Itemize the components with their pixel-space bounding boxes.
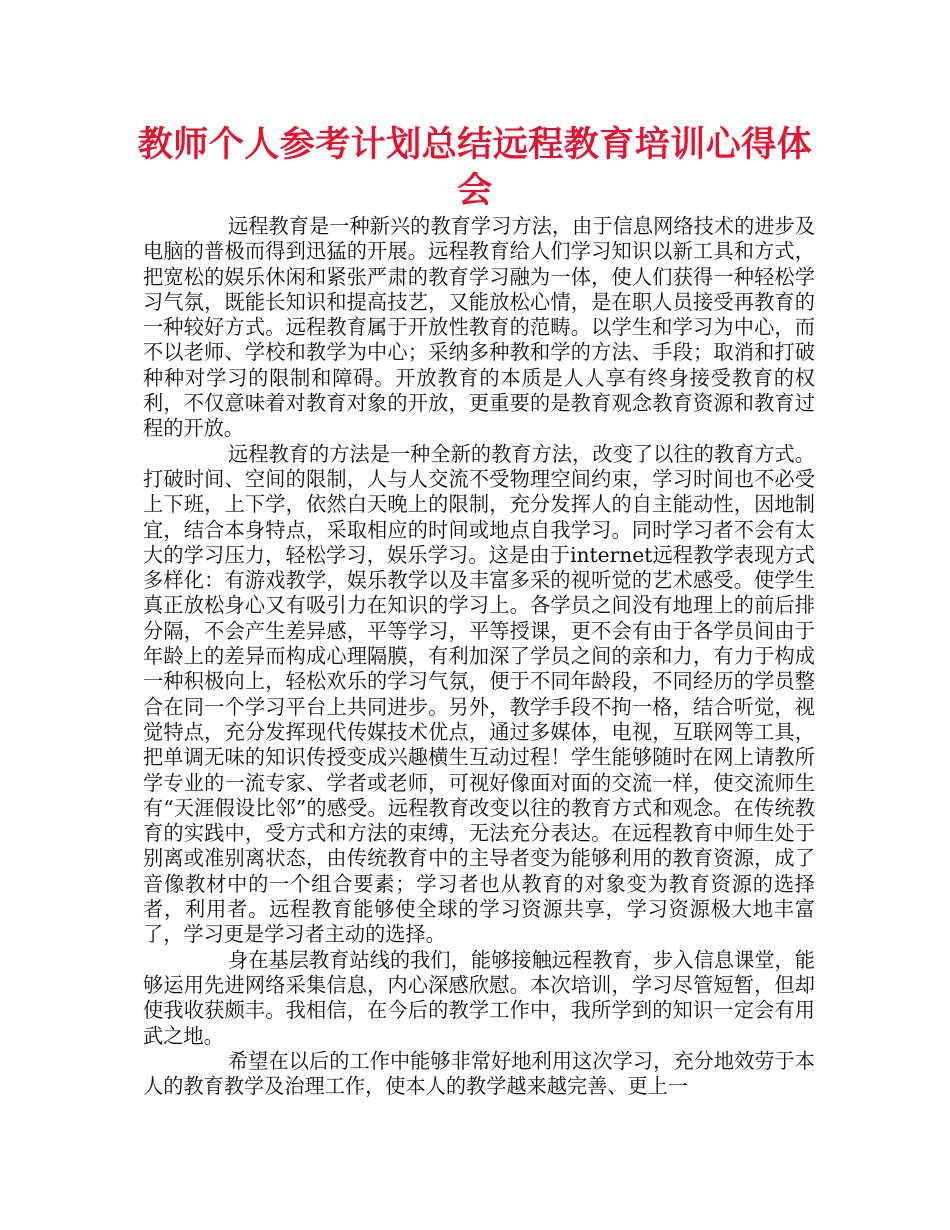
- page-title: 教师个人参考计划总结远程教育培训心得体会: [137, 125, 813, 211]
- paragraph-4: 希望在以后的工作中能够非常好地利用这次学习，充分地效劳于本人的教育教学及治理工作，使本人的教学越来越完善、更上一: [143, 1048, 815, 1099]
- paragraph-1: 远程教育是一种新兴的教育学习方法，由于信息网络技术的进步及电脑的普极而得到迅猛的开展。远程教育给人们学习知识以新工具和方式，把宽松的娱乐休闲和紧张严肃的教育学习融为一体，使人们获得一种轻松学习气氛，既能长知识和提高技艺，又能放松心情，是在职人员接受再教育的一种较好方式。远程教育属于开放性教育的范畴。以学生和学习为中心，而不以老师、学校和教学为中心；采纳多种教和学的方法、手段；取消和打破种种对学习的限制和障碍。开放教育的本质是人人享有终身接受教育的权利，不仅意味着对教育对象的开放，更重要的是教育观念教育资源和教育过程的开放。: [143, 214, 815, 441]
- paragraph-3: 身在基层教育站线的我们，能够接触远程教育，步入信息课堂，能够运用先进网络采集信息，内心深感欣慰。本次培训，学习尽管短暂，但却使我收获颇丰。我相信，在今后的教学工作中，我所学到的知识一定会有用武之地。: [143, 947, 815, 1048]
- paragraph-2: 远程教育的方法是一种全新的教育方法，改变了以往的教育方式。打破时间、空间的限制，人与人交流不受物理空间约束，学习时间也不必受上下班，上下学，依然白天晚上的限制，充分发挥人的自主能动性，因地制宜，结合本身特点，采取相应的时间或地点自我学习。同时学习者不会有太大的学习压力，轻松学习，娱乐学习。这是由于internet远程教学表现方式多样化：有游戏教学，娱乐教学以及丰富多采的视听觉的艺术感受。使学生真正放松身心又有吸引力在知识的学习上。各学员之间没有地理上的前后排分隔，不会产生差异感，平等学习，平等授课，更不会有由于各学员间由于年龄上的差异而构成心理隔膜，有利加深了学员之间的亲和力，有力于构成一种积极向上，轻松欢乐的学习气氛，便于不同年龄段，不同经历的学员整合在同一个学习平台上共同进步。另外，教学手段不拘一格，结合听觉，视觉特点，充分发挥现代传媒技术优点，通过多媒体，电视，互联网等工具，把单调无味的知识传授变成兴趣横生互动过程！学生能够随时在网上请教所学专业的一流专家、学者或老师，可视好像面对面的交流一样，使交流师生有“天涯假设比邻”的感受。远程教育改变以往的教育方式和观念。在传统教育的实践中，受方式和方法的束缚，无法充分表达。在远程教育中师生处于别离或准别离状态，由传统教育中的主导者变为能够利用的教育资源，成了音像教材中的一个组合要素；学习者也从教育的对象变为教育资源的选择者，利用者。远程教育能够使全球的学习资源共享，学习资源极大地丰富了，学习更是学习者主动的选择。: [143, 441, 815, 947]
- document-body: [143, 214, 815, 1099]
